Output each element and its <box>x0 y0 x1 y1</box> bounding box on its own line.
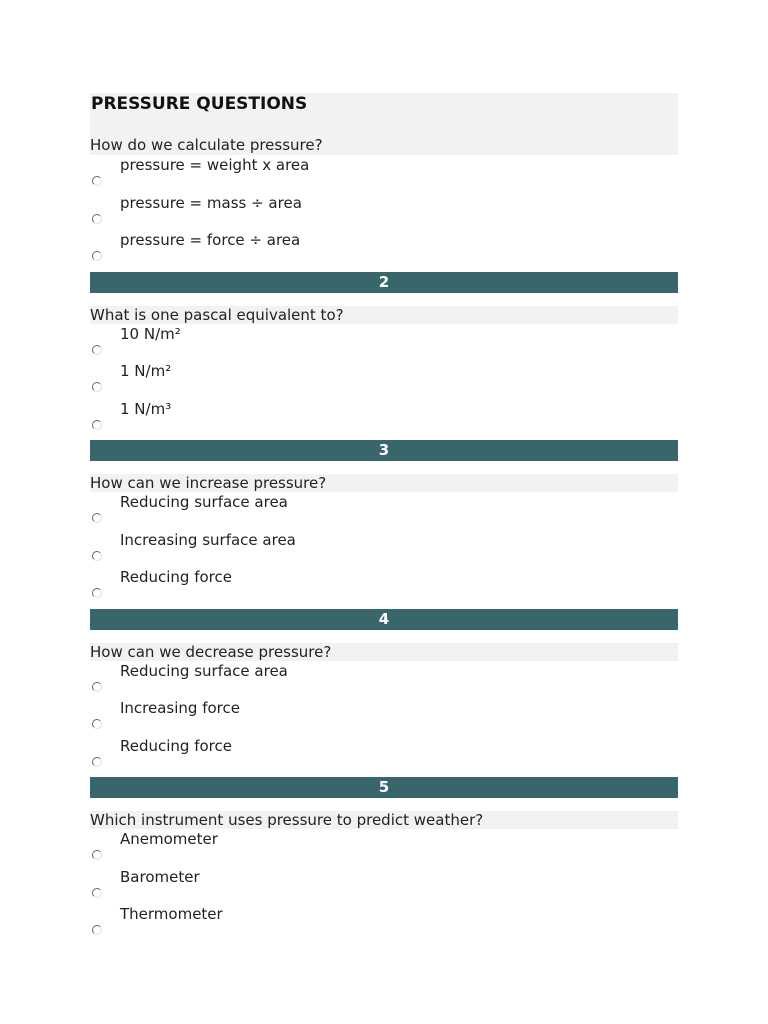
question-number-band: 5 <box>90 777 678 798</box>
option-label: Reducing surface area <box>120 493 288 511</box>
radio-button[interactable] <box>92 513 102 523</box>
option-3-2[interactable] <box>90 531 678 569</box>
radio-button[interactable] <box>92 345 102 355</box>
option-1-2[interactable] <box>90 194 678 232</box>
option-5-1[interactable] <box>90 830 678 868</box>
radio-button[interactable] <box>92 420 102 430</box>
option-1-1[interactable] <box>90 156 678 194</box>
option-5-2[interactable] <box>90 868 678 906</box>
option-label: Increasing surface area <box>120 530 296 549</box>
option-2-3[interactable] <box>90 400 678 438</box>
option-label: Barometer <box>120 867 200 886</box>
page-title: PRESSURE QUESTIONS <box>91 94 308 114</box>
radio-button[interactable] <box>92 588 102 598</box>
option-label: 10 N/m² <box>120 324 181 343</box>
radio-button[interactable] <box>92 888 102 898</box>
question-text-5: Which instrument uses pressure to predict weather? <box>90 811 678 829</box>
question-text-1: How do we calculate pressure? <box>90 136 323 154</box>
quiz-page <box>90 93 678 943</box>
radio-button[interactable] <box>92 925 102 935</box>
question-number-band: 2 <box>90 272 678 293</box>
option-label: Reducing force <box>120 568 232 586</box>
option-2-1[interactable] <box>90 325 678 363</box>
question-text-4: How can we decrease pressure? <box>90 643 678 661</box>
radio-button[interactable] <box>92 214 102 224</box>
option-label: Increasing force <box>120 699 240 717</box>
question-text-3: How can we increase pressure? <box>90 474 678 492</box>
radio-button[interactable] <box>92 551 102 561</box>
radio-button[interactable] <box>92 757 102 767</box>
question-text-2: What is one pascal equivalent to? <box>90 306 678 324</box>
question-number-band: 3 <box>90 440 678 461</box>
option-label: Anemometer <box>120 830 218 848</box>
radio-button[interactable] <box>92 850 102 860</box>
question-number-band: 4 <box>90 609 678 630</box>
option-3-3[interactable] <box>90 568 678 606</box>
option-5-3[interactable] <box>90 905 678 943</box>
options-5 <box>90 829 678 943</box>
options-3 <box>90 492 678 606</box>
quiz-header <box>90 93 678 155</box>
radio-button[interactable] <box>92 382 102 392</box>
options-2 <box>90 324 678 438</box>
option-label: Thermometer <box>120 905 223 923</box>
radio-button[interactable] <box>92 682 102 692</box>
option-label: Reducing surface area <box>120 661 288 680</box>
option-label: pressure = mass ÷ area <box>120 193 302 212</box>
option-4-3[interactable] <box>90 737 678 775</box>
option-2-2[interactable] <box>90 362 678 400</box>
option-4-2[interactable] <box>90 699 678 737</box>
option-1-3[interactable] <box>90 231 678 269</box>
option-label: pressure = force ÷ area <box>120 231 301 249</box>
option-label: 1 N/m³ <box>120 399 172 418</box>
radio-button[interactable] <box>92 176 102 186</box>
radio-button[interactable] <box>92 719 102 729</box>
radio-button[interactable] <box>92 251 102 261</box>
option-label: 1 N/m² <box>120 362 172 380</box>
option-3-1[interactable] <box>90 493 678 531</box>
option-4-1[interactable] <box>90 662 678 700</box>
option-label: pressure = weight x area <box>120 156 310 174</box>
options-4 <box>90 661 678 775</box>
options-1 <box>90 155 678 269</box>
option-label: Reducing force <box>120 736 232 755</box>
